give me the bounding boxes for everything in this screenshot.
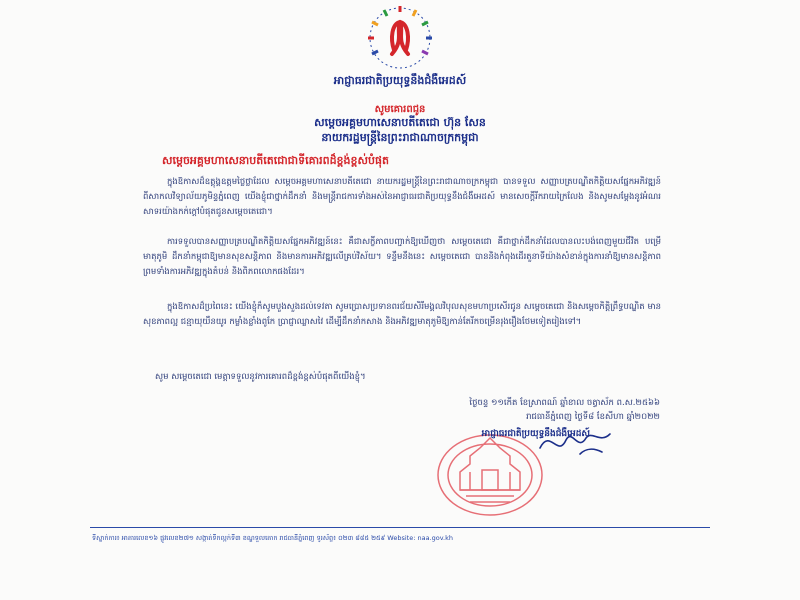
org-name-header: អាជ្ញាធរជាតិប្រយុទ្ធនឹងជំងឺអេដស៍ xyxy=(333,74,467,87)
naa-logo xyxy=(340,2,460,74)
body-paragraph-4: សូម សម្តេចតេជោ មេត្តាទទួលនូវការគោរពដ៏ខ្ពង់ខ្ពស់បំផុតពីយើងខ្ញុំ។ xyxy=(155,372,366,382)
salutation-intro: សូមគោរពជូន xyxy=(374,104,426,115)
body-paragraph-1: ក្នុងឱកាសដ៏ឧត្តុង្គឧត្តមថ្លៃថ្លាដែល សម្តេចអគ្គមហាសេនាបតីតេជោ នាយករដ្ឋមន្ត្រីនៃព្រះរាជាណាចក្រកម្ពុជា បានទទួល សញ្ញាបត្របណ្ឌិតកិត្តិយសផ្នែកអភិវឌ្ឍន៍ ពីសាកលវិទ្យាល័យភូមិន្ទភ្នំពេញ យើងខ្ញុំជាថ្នាក់ដឹកនាំ និងមន្ត្រីរាជការទាំងអស់នៃអាជ្ញាធរជាតិប្រយុទ្ធនឹងជំងឺអេដស៍ មានសេចក្តីរីករាយក្រៃលែង និងសូមសម្តែងនូវអំណរសាទរយ៉ាងកក់ក្តៅបំផុតជូនសម្តេចតេជោ។ xyxy=(143,177,661,217)
body-paragraph-3: ក្នុងឱកាសដ៏ប្រពៃនេះ យើងខ្ញុំក៏សូមបួងសួងដល់ទេវតា សូមប្រោសប្រទានពរជ័យសិរីមង្គលវិបុលសុខមហាប្រសើរជូន សម្តេចតេជោ និងសម្តេចកិត្តិព្រឹទ្ធបណ្ឌិត មានសុខភាពល្អ ជន្មាយុយឺនយូរ កម្លាំងខ្លាំងពូកែ ប្រាជ្ញាឈ្លាសវៃ ដើម្បីដឹកនាំកសាង និងអភិវឌ្ឍមាតុភូមិឱ្យកាន់តែរីកចម្រើនរុងរឿងថែមទៀតរៀងទៅ។ xyxy=(143,302,661,327)
body-paragraph-2: ការទទួលបានសញ្ញាបត្របណ្ឌិតកិត្តិយសផ្នែកអភិវឌ្ឍន៍នេះ គឺជាសក្ខីភាពបញ្ជាក់ឱ្យឃើញថា សម្តេចតេជោ គឺជាថ្នាក់ដឹកនាំដែលបានលះបង់ពេញមួយជីវិត បម្រើមាតុភូមិ ដឹកនាំកម្ពុជាឱ្យមានសុខសន្តិភាព និងមានការអភិវឌ្ឍលើគ្រប់វិស័យ។ ទន្ទឹមនឹងនេះ សម្តេចតេជោ បាននិងកំពុងដើរតួនាទីយ៉ាងសំខាន់ក្នុងការនាំឱ្យមានសន្តិភាពព្រមទាំងការអភិវឌ្ឍក្នុងតំបន់ និងពិភពលោកផងដែរ។ xyxy=(143,237,661,277)
lunar-date: ថ្ងៃចន្ទ ១១កើត ខែស្រាពណ៍ ឆ្នាំខាល ចត្វាស័ក ព.ស.២៥៦៦ xyxy=(469,398,660,408)
recipient-name: សម្តេចអគ្គមហាសេនាបតីតេជោ ហ៊ុន សែន xyxy=(314,116,486,129)
salutation: សម្តេចអគ្គមហាសេនាបតីតេជោជាទីគោរពដ៏ខ្ពង់ខ្ពស់បំផុត xyxy=(162,154,389,167)
footer-divider xyxy=(90,527,710,528)
solar-date: រាជធានីភ្នំពេញ ថ្ងៃទី៨ ខែសីហា ឆ្នាំ២០២២ xyxy=(526,412,660,422)
signature-scribble xyxy=(530,418,620,468)
footer-address: ទីស្នាក់ការ៖ អាគារលេខ១៦ ផ្លូវលេខ២៧១ សង្កាត់ទឹកល្អក់ទី៣ ខណ្ឌទួលគោក រាជធានីភ្នំពេញ ទូរស័ព្ទ៖ ០២៣ ៨៨៥ ២៥៩ Website: naa.gov.kh xyxy=(92,534,454,542)
signatory-org: អាជ្ញាធរជាតិប្រយុទ្ធនឹងជំងឺអេដស៍ xyxy=(481,429,590,439)
recipient-title: នាយករដ្ឋមន្ត្រីនៃព្រះរាជាណាចក្រកម្ពុជា xyxy=(321,131,479,144)
